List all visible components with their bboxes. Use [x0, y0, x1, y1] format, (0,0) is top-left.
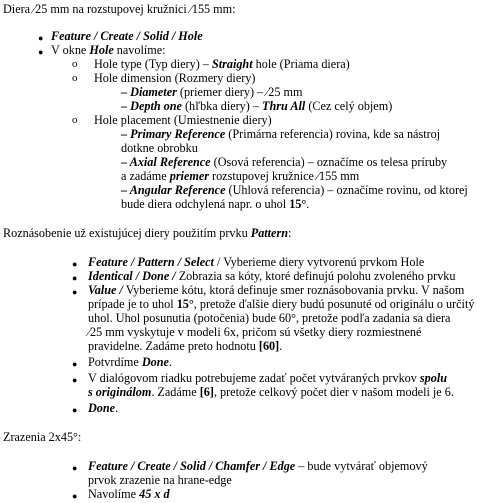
sub-bullet-icon: o — [72, 58, 78, 70]
bullet-icon: ● — [72, 375, 78, 385]
primary-reference: – Primary Reference (Primárna referencia) rovina, kde sa nástroj — [121, 127, 441, 141]
hole-dimension: Hole dimension (Rozmery diery) — [94, 71, 256, 85]
bullet-icon: ● — [38, 47, 44, 57]
bullet-icon: ● — [72, 463, 78, 473]
bullet-icon: ● — [72, 259, 78, 269]
step-identical-done: Identical / Done / Zobrazia sa kóty, ktoré definujú polohu zvoleného prvku — [88, 269, 456, 283]
step-dialog-count-l2: s originálom. Zadáme [6], pretože celkový počet dier v našom modeli je 6. — [88, 385, 454, 399]
step-pattern-select: Feature / Pattern / Select / Vyberieme diery vytvorenú prvkom Hole — [88, 255, 425, 269]
step-done: Done. — [88, 401, 119, 415]
sub-bullet-icon: o — [72, 114, 78, 126]
hole-diameter: – Diameter (priemer diery) – ∕25 mm — [121, 85, 303, 99]
bullet-icon: ● — [72, 491, 78, 501]
bullet-icon: ● — [72, 405, 78, 415]
step-value-l2: prípade je to uhol 15°, pretože ďalšie diery budú posunuté od originálu o určitý — [88, 297, 475, 311]
step-confirm-done: Potvrdíme Done. — [88, 355, 172, 369]
bullet-icon: ● — [72, 359, 78, 369]
axial-reference: – Axial Reference (Osová referencia) – označíme os telesa príruby — [121, 155, 448, 169]
step-hole-window: V okne Hole navolíme: — [51, 43, 166, 57]
step-chamfer-size: Navolíme 45 x d — [88, 487, 170, 501]
step-value-l3: uhol. Uhol posunutia (potočenia) bude 60°, pretože podľa zadania sa diera — [88, 311, 451, 325]
hole-depth: – Depth one (hľbka diery) – Thru All (Cez celý objem) — [121, 99, 393, 113]
step-chamfer-l2: prvok zrazenie na hrane-edge — [88, 473, 232, 487]
hole-type: Hole type (Typ diery) – Straight hole (Priama diera) — [94, 57, 350, 71]
hole-placement: Hole placement (Umiestnenie diery) — [94, 113, 272, 127]
bullet-icon: ● — [38, 33, 44, 43]
section-heading-chamfer: Zrazenia 2x45°: — [3, 430, 82, 444]
step-value-l5: pravidelne. Zadáme preto hodnotu [60]. — [88, 339, 283, 353]
bullet-icon: ● — [72, 273, 78, 283]
step-value: Value / Vyberieme kótu, ktorá definuje smer roznásobovania prvku. V našom — [88, 283, 465, 297]
step-feature-create-hole: Feature / Create / Solid / Hole — [51, 29, 203, 43]
angular-reference: – Angular Reference (Uhlová referencia) – označíme rovinu, od ktorej — [121, 183, 468, 197]
section-heading-pattern: Roznásobenie už existujúcej diery použitím prvku Pattern: — [3, 226, 292, 240]
step-chamfer: Feature / Create / Solid / Chamfer / Edge – bude vytvárať objemový — [88, 459, 428, 473]
step-dialog-count: V dialógovom riadku potrebujeme zadať počet vytváraných prvkov spolu — [88, 371, 448, 385]
axial-reference-cont: a zadáme priemer rozstupovej kružnice ∕155 mm — [121, 169, 360, 183]
angular-reference-cont: bude diera odchylená napr. o uhol 15°. — [121, 197, 310, 211]
primary-reference-cont: dotkne obrobku — [121, 141, 198, 155]
step-value-l4: ∕25 mm vyskytuje v modeli 6x, pričom sú všetky diery rozmiestnené — [88, 325, 422, 339]
sub-bullet-icon: o — [72, 72, 78, 84]
bullet-icon: ● — [72, 287, 78, 297]
section-heading-hole: Diera ∕25 mm na rozstupovej kružnici ∕155 mm: — [3, 2, 236, 16]
